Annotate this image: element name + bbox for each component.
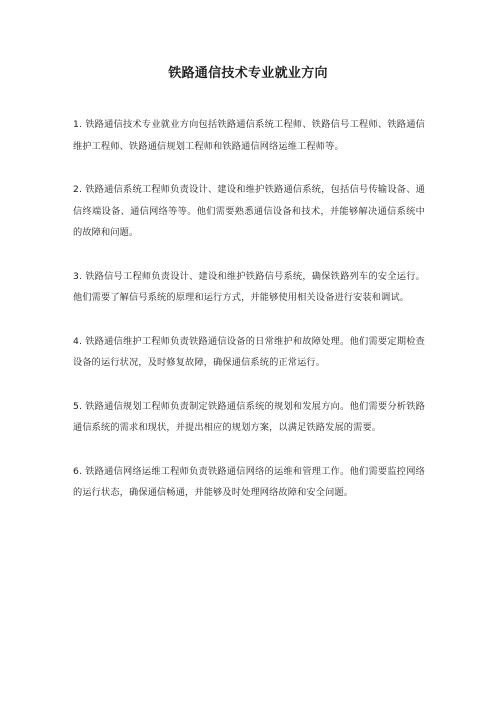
paragraph-4: 4. 铁路通信维护工程师负责铁路通信设备的日常维护和故障处理。他们需要定期检查设备的运行状况，及时修复故障，确保通信系统的正常运行。: [73, 335, 425, 368]
document-title: 铁路通信技术专业就业方向: [168, 66, 328, 81]
paragraph-6: 6. 铁路通信网络运维工程师负责铁路通信网络的运维和管理工作。他们需要监控网络的运行状态，确保通信畅通，并能够及时处理网络故障和安全问题。: [73, 465, 425, 498]
paragraph-3: 3. 铁路信号工程师负责设计、建设和维护铁路信号系统，确保铁路列车的安全运行。他们需要了解信号系统的原理和运行方式，并能够使用相关设备进行安装和调试。: [73, 270, 425, 303]
document-body: [73, 114, 425, 526]
paragraph-1: 1. 铁路通信技术专业就业方向包括铁路通信系统工程师、铁路信号工程师、铁路通信维护工程师、铁路通信规划工程师和铁路通信网络运维工程师等。: [73, 119, 425, 152]
paragraph-2: 2. 铁路通信系统工程师负责设计、建设和维护铁路通信系统，包括信号传输设备、通信终端设备、通信网络等等。他们需要熟悉通信设备和技术，并能够解决通信系统中的故障和问题。: [73, 184, 425, 238]
paragraph-5: 5. 铁路通信规划工程师负责制定铁路通信系统的规划和发展方向。他们需要分析铁路通信系统的需求和现状，并提出相应的规划方案，以满足铁路发展的需要。: [73, 400, 425, 433]
